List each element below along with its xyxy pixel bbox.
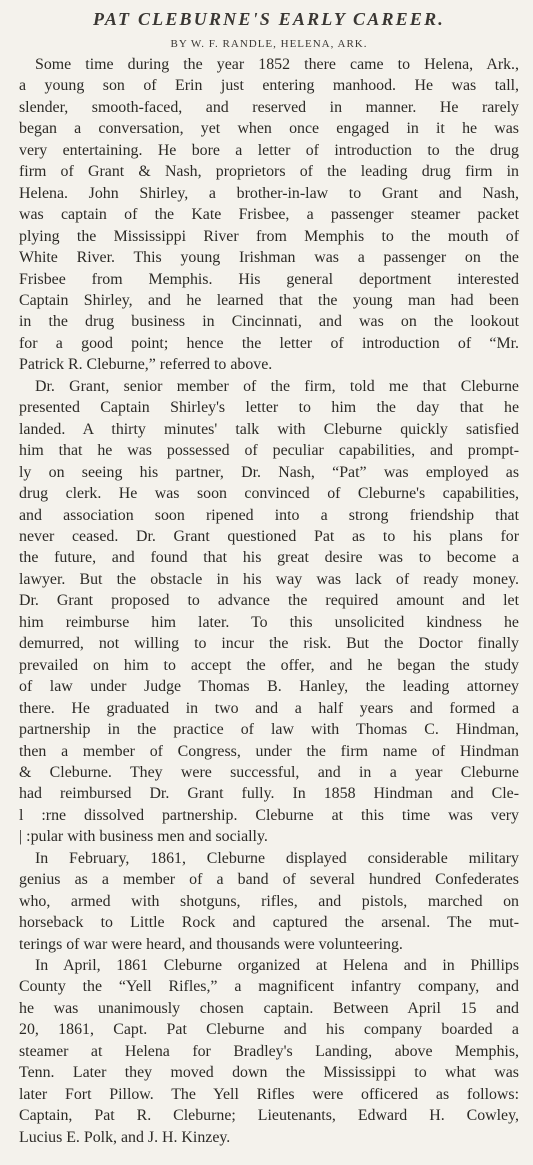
- text-line: & Cleburne. They were successful, and in a year Cleburne: [19, 763, 519, 781]
- text-line: later Fort Pillow. The Yell Rifles were officered as follows:: [19, 1085, 519, 1103]
- text-line: Lucius E. Polk, and J. H. Kinzey.: [19, 1128, 231, 1146]
- text-line: Frisbee from Memphis. His general deportment interested: [19, 270, 519, 288]
- text-line: demurred, not willing to incur the risk. But the Doctor finally: [19, 635, 519, 653]
- text-line: ly on seeing his partner, Dr. Nash, “Pat” was employed as: [19, 463, 519, 481]
- article-byline: BY W. F. RANDLE, HELENA, ARK.: [170, 38, 368, 50]
- text-line: and association soon ripened into a strong friendship that: [19, 506, 519, 524]
- text-line: him that he was possessed of peculiar capabilities, and prompt-: [19, 442, 519, 460]
- text-line: presented Captain Shirley's letter to him the day that he: [19, 399, 519, 417]
- text-line: horseback to Little Rock and captured the arsenal. The mut-: [19, 914, 519, 932]
- paragraph: [19, 376, 519, 848]
- text-line: never ceased. Dr. Grant questioned Pat as to his plans for: [19, 527, 519, 545]
- text-line: In April, 1861 Cleburne organized at Helena and in Phillips: [35, 957, 519, 975]
- text-line: a young son of Erin just entering manhood. He was tall,: [19, 77, 519, 95]
- article-body: [19, 54, 519, 1148]
- text-line: plying the Mississippi River from Memphis to the mouth of: [19, 227, 519, 245]
- text-line: very entertaining. He bore a letter of introduction to the drug: [19, 141, 519, 159]
- text-line: partnership in the practice of law with Thomas C. Hindman,: [19, 721, 519, 739]
- text-line: him reimburse him later. To this unsolicited kindness he: [19, 613, 519, 631]
- text-line: Helena. John Shirley, a brother-in-law to Grant and Nash,: [19, 184, 519, 202]
- text-line: there. He graduated in two and a half years and formed a: [19, 699, 519, 717]
- text-line: slender, smooth-faced, and reserved in manner. He rarely: [19, 98, 519, 116]
- text-line: landed. A thirty minutes' talk with Cleburne quickly satisfied: [19, 420, 519, 438]
- text-line: County the “Yell Rifles,” a magnificent infantry company, and: [19, 978, 519, 996]
- text-line: the future, and found that his great desire was to become a: [19, 549, 519, 567]
- paragraph: [19, 955, 519, 1148]
- text-line: of law under Judge Thomas B. Hanley, the leading attorney: [19, 678, 519, 696]
- text-line: he was unanimously chosen captain. Between April 15 and: [19, 999, 519, 1017]
- text-line: Dr. Grant proposed to advance the required amount and let: [19, 592, 519, 610]
- text-line: Dr. Grant, senior member of the firm, told me that Cleburne: [35, 377, 519, 395]
- text-line: Tenn. Later they moved down the Mississippi to what was: [19, 1064, 519, 1082]
- text-line: Captain, Pat R. Cleburne; Lieutenants, Edward H. Cowley,: [19, 1107, 519, 1125]
- paragraph: [19, 848, 519, 955]
- text-line: drug clerk. He was soon convinced of Cleburne's capabilities,: [19, 485, 519, 503]
- text-line: lawyer. But the obstacle in his way was lack of ready money.: [19, 570, 519, 588]
- paragraph: [19, 54, 519, 376]
- text-line: Patrick R. Cleburne,” referred to above.: [19, 356, 273, 374]
- text-line: prevailed on him to accept the offer, and he began the study: [19, 656, 519, 674]
- text-line: | :pular with business men and socially.: [19, 828, 268, 846]
- text-line: had reimbursed Dr. Grant fully. In 1858 Hindman and Cle-: [19, 785, 519, 803]
- article-title: PAT CLEBURNE'S EARLY CAREER.: [92, 9, 445, 29]
- text-line: was captain of the Kate Frisbee, a passenger steamer packet: [19, 206, 519, 224]
- text-line: began a conversation, yet when once engaged in it he was: [19, 120, 519, 138]
- text-line: Captain Shirley, and he learned that the young man had been: [19, 291, 519, 309]
- text-line: In February, 1861, Cleburne displayed considerable military: [35, 849, 519, 867]
- text-line: 20, 1861, Capt. Pat Cleburne and his company boarded a: [19, 1021, 519, 1039]
- text-line: who, armed with shotguns, rifles, and pistols, marched on: [19, 892, 519, 910]
- text-line: for a good point; hence the letter of introduction of “Mr.: [19, 334, 519, 352]
- text-line: then a member of Congress, under the firm name of Hindman: [19, 742, 519, 760]
- text-line: genius as a member of a band of several hundred Confederates: [19, 871, 519, 889]
- text-line: firm of Grant & Nash, proprietors of the leading drug firm in: [19, 163, 519, 181]
- text-line: White River. This young Irishman was a passenger on the: [19, 249, 519, 267]
- text-line: steamer at Helena for Bradley's Landing, above Memphis,: [19, 1042, 519, 1060]
- text-line: Some time during the year 1852 there came to Helena, Ark.,: [35, 56, 519, 73]
- text-line: in the drug business in Cincinnati, and was on the lookout: [19, 313, 519, 331]
- text-line: terings of war were heard, and thousands were volunteering.: [19, 935, 403, 953]
- text-line: l :rne dissolved partnership. Cleburne at this time was very: [19, 806, 519, 824]
